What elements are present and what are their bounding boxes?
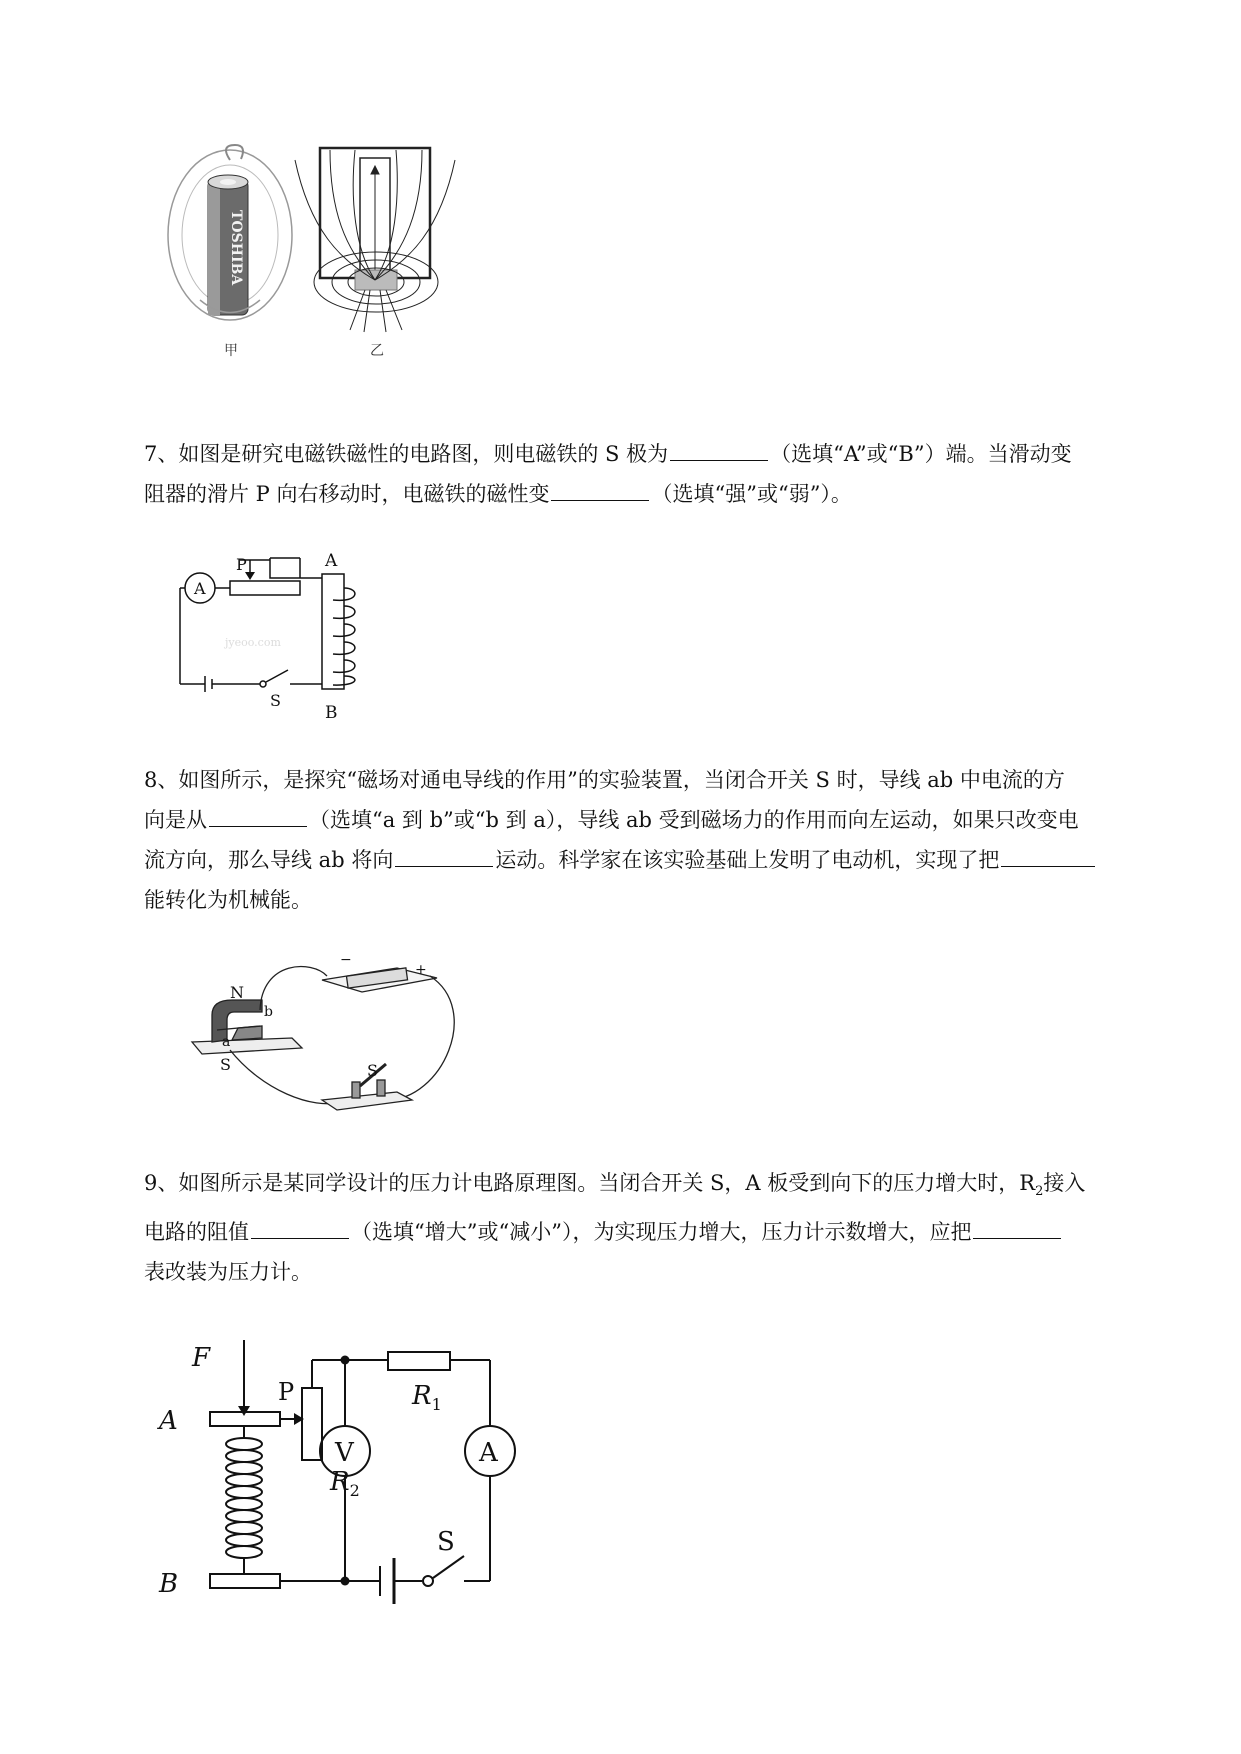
figure-9-pressure-circuit [159,1320,592,1620]
q7-line-2: 阻器的滑片 P 向右移动时，电磁铁的磁性变 （选填“强”或“弱”）。 [144,474,1150,514]
q7-end-a-label: A [325,551,338,571]
q8-blank-2[interactable] [395,842,493,867]
q9-line-3: 表改装为压力计。 [144,1260,312,1285]
q9-voltmeter-label: V [335,1438,354,1468]
q7-switch-label: S [270,691,281,710]
q8-b-label: b [264,1004,273,1020]
q8-line-1: 8、如图所示，是探究“磁场对通电导线的作用”的实验装置，当闭合开关 S 时，导线 ab 中电流的方 [144,768,1065,792]
q9-switch-label: S [437,1527,455,1557]
figure-7-circuit [170,548,400,728]
field-lines-diagram [295,148,455,332]
q9-r2-label: $R_2$ [330,1467,360,1500]
q9-slider-label: P [278,1378,295,1406]
q9-blank-1[interactable] [251,1214,349,1239]
q8-a-label: a [222,1034,231,1050]
q8-blank-3[interactable] [1001,842,1095,867]
q9-blank-2[interactable] [973,1214,1061,1239]
q7-line-1: 7、如图是研究电磁铁磁性的电路图，则电磁铁的 S 极为 （选填“A”或“B”）端。当滑动变 [144,434,1150,474]
q9-r1-label: $R_1$ [412,1381,442,1414]
q7-ammeter-label: A [194,579,206,598]
q8-switch-label: S [367,1061,378,1080]
q9-plate-a-label: A [159,1406,178,1436]
q7-slider-label: P [236,555,247,574]
q9-force-label: F [192,1343,211,1373]
q7-blank-1[interactable] [670,436,768,461]
q9-ammeter-label: A [479,1438,498,1468]
q8-blank-1[interactable] [209,802,307,827]
q9-line-1: 9、如图所示是某同学设计的压力计电路原理图。当闭合开关 S，A 板受到向下的压力增大时，$R_2$接入 [144,1171,1086,1200]
q8-line-2: 向是从 （选填“a 到 b”或“b 到 a），导线 ab 受到磁场力的作用而向左运动，如果只改变电 [144,800,1150,840]
question-8 [144,760,1150,920]
battery-diagram [168,145,292,320]
battery-brand: TOSHIBA [228,210,244,286]
q8-plus-label: + [415,962,427,978]
figure-6 [160,140,460,400]
figure-label-yi: 乙 [370,343,384,359]
q9-plate-b-label: B [159,1569,179,1599]
q7-end-b-label: B [325,703,338,723]
q8-line-3: 流方向，那么导线 ab 将向 运动。科学家在该实验基础上发明了电动机，实现了把 [144,840,1150,880]
q7-blank-2[interactable] [551,476,649,501]
q7-watermark: jyeoo.com [225,636,281,649]
q8-minus-label: − [340,952,352,968]
q8-north-label: N [230,983,244,1002]
figure-8-apparatus [172,950,472,1125]
q8-line-4: 能转化为机械能。 [144,888,312,912]
q9-line-2: 电路的阻值 （选填“增大”或“减小”），为实现压力增大，压力计示数增大，应把 [144,1212,1150,1252]
question-7 [144,434,1150,514]
figure-label-jia: 甲 [224,343,238,359]
question-9 [144,1163,1150,1292]
q8-south-label: S [220,1055,231,1074]
